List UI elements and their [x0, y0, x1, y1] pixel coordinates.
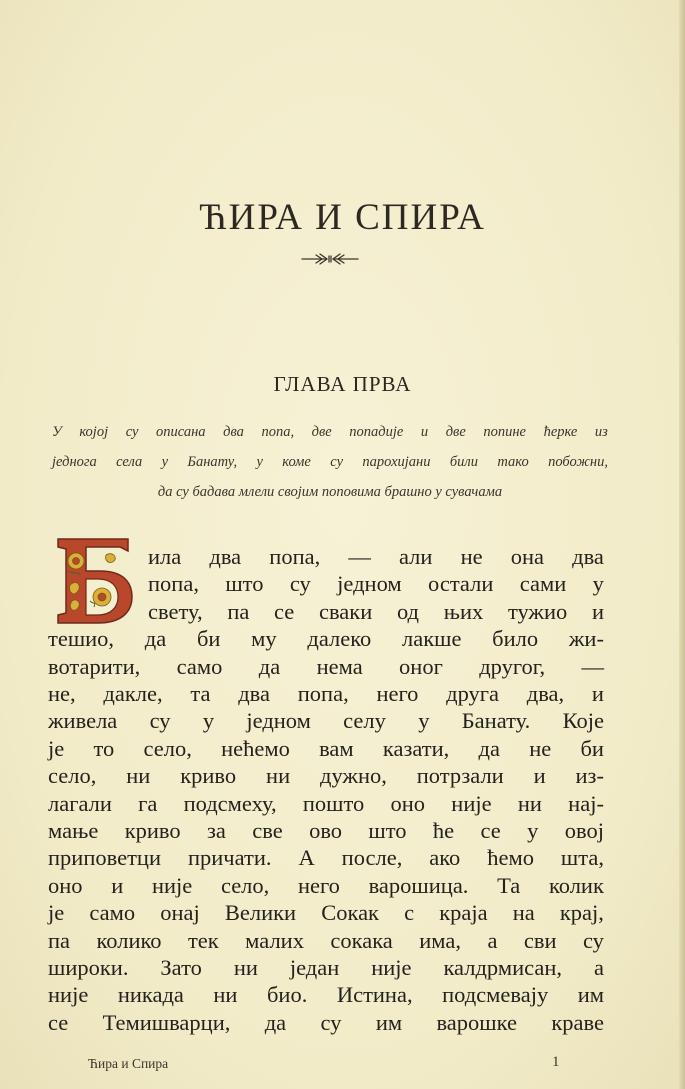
body-word: другог,	[479, 653, 546, 679]
body-word: ће	[432, 818, 455, 843]
body-word: од	[396, 598, 419, 624]
body-word: А	[298, 845, 315, 871]
summary-word: у	[256, 454, 263, 470]
body-word: малих	[245, 927, 304, 953]
body-word: два	[572, 544, 604, 569]
body-word: а	[487, 927, 498, 953]
body-word: попа,	[148, 571, 199, 597]
body-word: ово	[309, 818, 343, 843]
body-word: су	[289, 571, 311, 597]
summary-word: су	[125, 424, 139, 440]
body-line	[148, 544, 604, 572]
summary-line-1	[52, 424, 608, 444]
body-word: подсмеху,	[183, 790, 277, 816]
summary-word: у	[161, 454, 169, 470]
body-word: после,	[341, 845, 403, 871]
illuminated-letter-icon	[50, 535, 134, 625]
body-word: она	[510, 544, 545, 569]
body-word: њих	[443, 598, 484, 624]
body-word: једном	[246, 708, 311, 734]
body-word: селу	[343, 708, 386, 734]
body-word: широки.	[48, 955, 129, 980]
body-word: има,	[419, 927, 461, 953]
body-word: су	[320, 1009, 342, 1035]
body-word: Темишварци,	[102, 1009, 231, 1035]
body-word: него	[297, 872, 340, 898]
body-word: оно	[390, 790, 426, 816]
body-word: у	[202, 708, 215, 734]
body-word: причати.	[187, 845, 272, 871]
body-line	[48, 736, 604, 764]
body-word: пошто	[302, 790, 365, 816]
body-line	[48, 845, 604, 873]
body-word: ако	[429, 845, 461, 871]
summary-word: описана	[156, 424, 206, 440]
body-word: мање	[48, 818, 99, 843]
body-word: нај-	[568, 790, 604, 816]
body-word: попа,	[297, 681, 349, 706]
body-word: га	[138, 790, 158, 816]
body-word: што	[368, 818, 407, 843]
chapter-title: ГЛАВА ПРВА	[273, 372, 412, 396]
body-line	[48, 873, 604, 901]
body-word: два	[209, 544, 242, 569]
summary-word: две	[311, 424, 332, 440]
body-word: није	[151, 872, 193, 898]
summary-word: парохијани	[362, 454, 431, 470]
body-word: ила	[148, 544, 182, 569]
body-word: два,	[526, 681, 565, 706]
body-word: сокака	[330, 927, 393, 953]
body-word: криво	[124, 818, 181, 843]
body-word: шта,	[560, 845, 604, 871]
body-word: али	[398, 544, 433, 569]
body-word: био.	[266, 982, 308, 1008]
body-word: калдрмисан,	[443, 955, 563, 980]
body-word: једном	[337, 571, 402, 597]
body-word: на	[512, 900, 535, 926]
body-line	[48, 681, 604, 709]
body-word: су	[149, 708, 171, 734]
body-line	[48, 982, 604, 1010]
body-word: што	[225, 571, 264, 597]
body-word: не,	[48, 681, 76, 706]
summary-word: коме	[282, 454, 311, 470]
body-word: казати,	[382, 735, 450, 761]
body-word: вам	[319, 735, 354, 761]
body-word: ни	[213, 982, 238, 1008]
body-word: далеко	[307, 626, 372, 652]
summary-line-2	[52, 454, 608, 474]
body-word: тек	[187, 927, 219, 953]
summary-word: попа,	[261, 424, 295, 440]
body-word: Истина,	[336, 982, 413, 1008]
body-line	[48, 955, 604, 983]
running-footer-title: Ћира и Спира	[88, 1056, 169, 1071]
body-line	[48, 791, 604, 819]
body-word: свету,	[148, 598, 203, 624]
body-word: нећемо	[221, 735, 290, 761]
body-word: би	[196, 626, 221, 652]
body-word: Та	[497, 872, 521, 898]
body-word: попа,	[269, 544, 321, 569]
summary-word: побожни,	[548, 454, 608, 470]
body-word: с	[404, 900, 415, 926]
body-word: ни	[126, 763, 151, 789]
summary-word: једнога	[52, 454, 97, 470]
body-word: само	[176, 653, 223, 679]
body-word: варошке	[436, 1009, 517, 1035]
body-word: приповетци	[48, 845, 162, 871]
body-word: лакше	[401, 626, 462, 652]
body-word: оног	[399, 653, 443, 679]
body-line	[48, 818, 604, 846]
summary-word: попине	[483, 424, 526, 440]
body-word: све	[252, 818, 283, 843]
body-word: варошица.	[368, 872, 469, 898]
body-word: се	[480, 818, 501, 843]
body-word: крај,	[559, 900, 604, 926]
body-word: село,	[220, 872, 270, 898]
body-word: него	[376, 681, 419, 706]
body-word: је	[48, 735, 65, 761]
body-line	[48, 626, 604, 654]
body-word: би	[580, 735, 604, 761]
body-word: не	[529, 735, 552, 761]
body-word: ни	[266, 763, 291, 789]
body-word: а	[593, 955, 604, 980]
body-word: тешио,	[48, 626, 115, 652]
body-word: није	[371, 955, 412, 980]
arrow-divider-icon	[300, 252, 360, 266]
body-word: из-	[575, 763, 604, 789]
body-word: да	[144, 626, 167, 652]
summary-word: и	[420, 424, 429, 440]
summary-word: су	[330, 454, 344, 470]
body-word: лагали	[48, 790, 112, 816]
body-word: било	[492, 626, 539, 652]
body-word: не	[460, 544, 483, 569]
body-word: сви	[523, 927, 557, 953]
body-word: овој	[564, 818, 604, 843]
body-word: —	[348, 544, 371, 569]
summary-word: два	[223, 424, 244, 440]
body-word: колико	[96, 927, 162, 953]
body-word: сваки	[318, 598, 373, 624]
body-word: криво	[180, 763, 237, 789]
summary-word: попадије	[349, 424, 404, 440]
body-word: да	[478, 735, 500, 761]
body-word: се	[48, 1009, 69, 1035]
body-word: подсмевају	[442, 982, 549, 1008]
body-word: у	[527, 818, 539, 843]
body-word: село,	[143, 735, 192, 761]
body-line	[48, 763, 604, 791]
body-word: краве	[551, 1009, 604, 1035]
body-word: никада	[117, 982, 184, 1008]
body-word: то	[93, 735, 115, 761]
body-word: живела	[48, 708, 118, 734]
body-word: ни	[233, 955, 258, 980]
body-word: Сокак	[321, 900, 379, 926]
body-line	[148, 599, 604, 627]
body-word: колик	[548, 872, 604, 898]
book-title: ЋИРА И СПИРА	[199, 197, 486, 238]
body-word: само	[89, 900, 136, 926]
summary-word: тако	[497, 454, 529, 470]
summary-word: којој	[79, 424, 109, 440]
body-word: дакле,	[103, 681, 163, 706]
body-line	[148, 571, 604, 599]
body-word: и	[533, 763, 546, 789]
body-word: ћемо	[487, 845, 534, 871]
summary-word: Банату,	[187, 454, 238, 470]
body-word: потрзали	[416, 763, 504, 789]
body-word: да	[264, 1009, 287, 1035]
body-word: и	[591, 598, 604, 624]
body-word: нема	[316, 653, 363, 679]
body-word: им	[577, 982, 604, 1008]
body-word: им	[375, 1009, 403, 1035]
summary-word: ћерке	[543, 424, 578, 440]
body-word: су	[582, 927, 604, 953]
body-word: ни	[517, 790, 542, 816]
body-word: Зато	[160, 955, 202, 980]
body-word: и	[591, 681, 604, 706]
body-word: у	[592, 571, 604, 597]
summary-word: У	[52, 424, 62, 440]
body-word: вотарити,	[48, 653, 141, 679]
body-word: да	[258, 653, 281, 679]
page-number: 1	[552, 1054, 560, 1070]
body-line	[48, 900, 604, 928]
body-word: је	[48, 900, 65, 926]
body-word: оно	[48, 872, 83, 898]
body-line	[48, 654, 604, 682]
body-word: није	[451, 790, 492, 816]
body-word: па	[227, 598, 250, 624]
body-word: сами	[519, 571, 567, 597]
page-edge	[679, 0, 685, 1089]
body-word: два	[238, 681, 270, 706]
body-word: један	[289, 955, 340, 980]
body-word: у	[418, 708, 430, 734]
body-word: па	[48, 927, 71, 953]
summary-word: две	[445, 424, 466, 440]
body-word: краја	[439, 900, 488, 926]
body-word: тужио	[507, 598, 568, 624]
summary-word: били	[449, 454, 478, 470]
body-word: —	[581, 653, 604, 679]
summary-word: из	[594, 424, 608, 440]
body-word: дужно,	[320, 763, 387, 789]
body-word: село,	[48, 763, 97, 789]
summary-line-3: да су бадава млели својим поповима брашно у сувачама	[157, 484, 503, 500]
summary-word: села	[116, 454, 143, 470]
body-line	[48, 1010, 604, 1038]
body-line	[48, 708, 604, 736]
body-word: није	[48, 982, 89, 1008]
body-word: се	[274, 598, 295, 624]
body-word: жи-	[568, 626, 604, 652]
body-word: за	[207, 818, 226, 843]
body-word: Банату.	[461, 708, 531, 734]
body-word: та	[190, 681, 211, 706]
body-line	[48, 928, 604, 956]
body-word: друга	[446, 681, 500, 706]
body-word: Велики	[224, 900, 297, 926]
body-word: остали	[428, 571, 494, 597]
body-word: му	[251, 626, 277, 652]
body-word: Које	[562, 708, 604, 734]
body-word: и	[111, 872, 124, 898]
body-word: онај	[160, 900, 200, 926]
